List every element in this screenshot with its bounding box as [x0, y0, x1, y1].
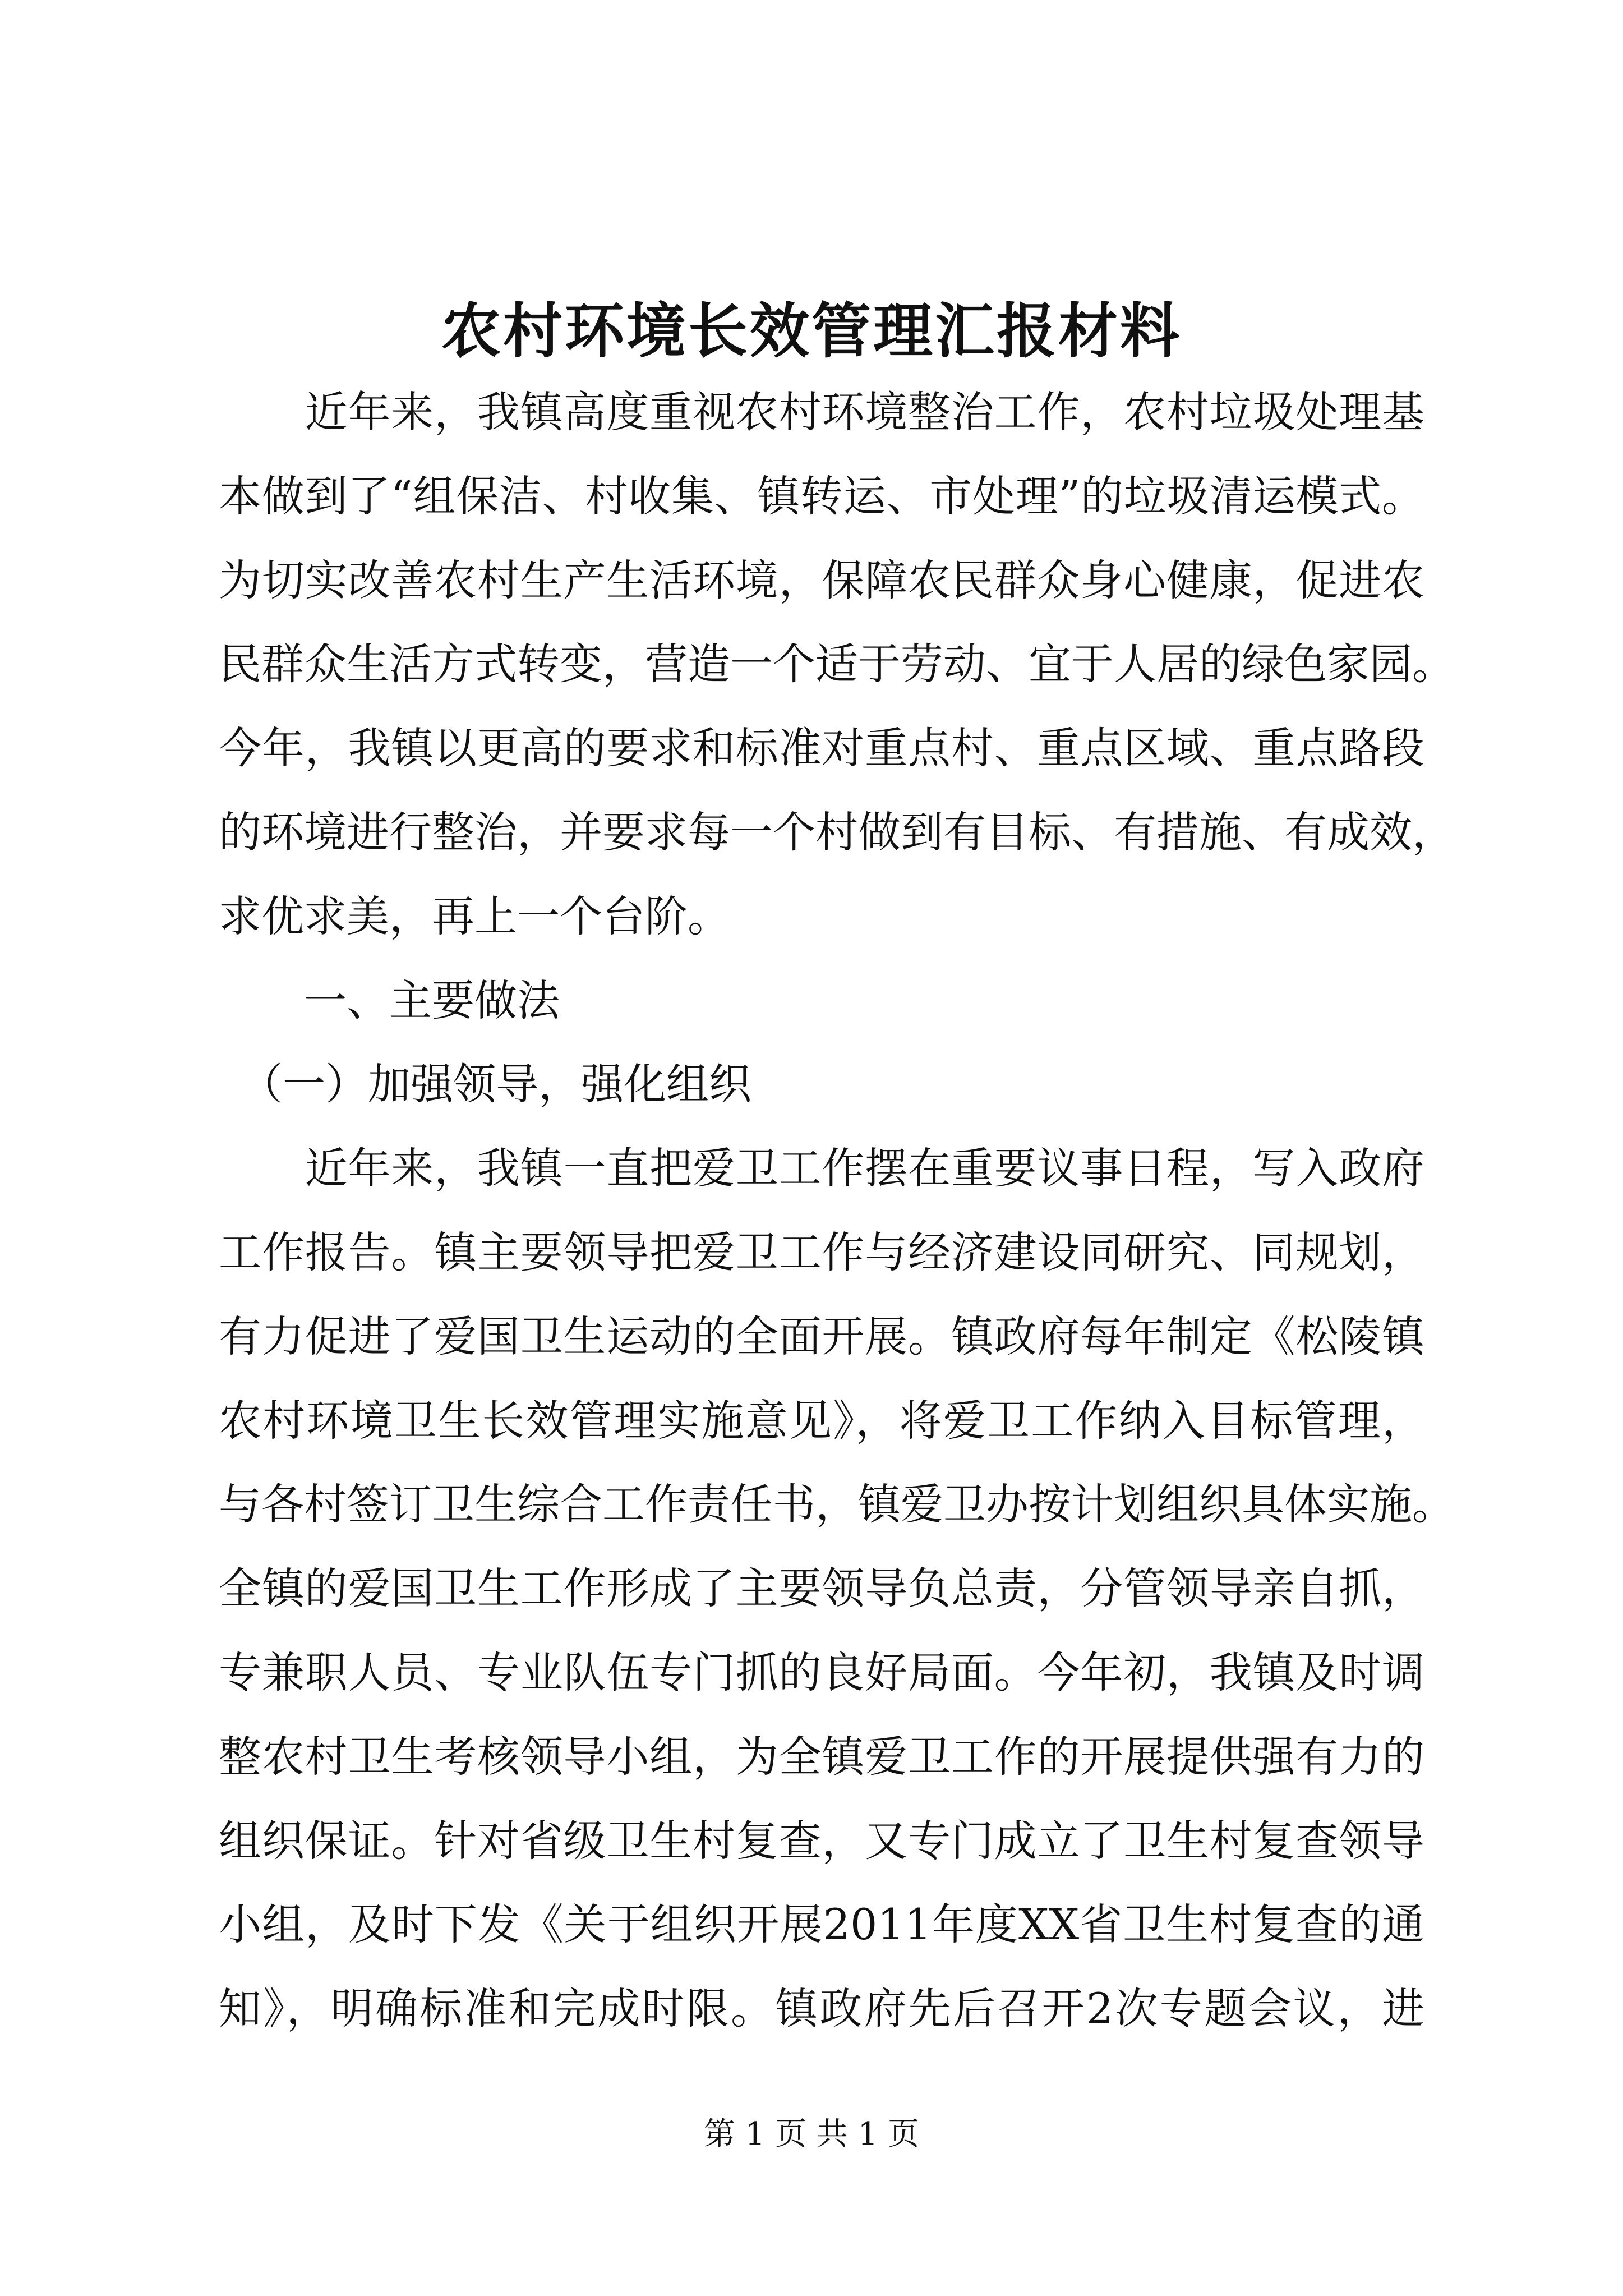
body-line: 有力促进了爱国卫生运动的全面开展。镇政府每年制定《松陵镇 [219, 1311, 1424, 1361]
page-footer: 第 1 页 共 1 页 [703, 2116, 920, 2152]
body-line: 近年来，我镇一直把爱卫工作摆在重要议事日程，写入政府 [219, 1143, 1424, 1194]
body-line: 专兼职人员、专业队伍专门抓的良好局面。今年初，我镇及时调 [219, 1647, 1424, 1697]
body-line: 与各村签订卫生综合工作责任书，镇爱卫办按计划组织具体实施。 [219, 1479, 1455, 1530]
body-line: 全镇的爱国卫生工作形成了主要领导负总责，分管领导亲自抓， [219, 1563, 1424, 1614]
body-line: 农村环境卫生长效管理实施意见》，将爱卫工作纳入目标管理， [219, 1395, 1424, 1446]
body-line: 小组，及时下发《关于组织开展2011年度XX省卫生村复查的通 [219, 1899, 1424, 1950]
body-line: 整农村卫生考核领导小组，为全镇爱卫工作的开展提供强有力的 [219, 1731, 1424, 1782]
document-title: 农村环境长效管理汇报材料 [441, 296, 1182, 366]
body-line: 知》，明确标准和完成时限。镇政府先后召开2次专题会议，进 [219, 1984, 1424, 2034]
body-line: 的环境进行整治，并要求每一个村做到有目标、有措施、有成效， [219, 807, 1455, 857]
subsection-heading: （一）加强领导，强化组织 [219, 1059, 751, 1110]
body-line: 近年来，我镇高度重视农村环境整治工作，农村垃圾处理基 [219, 387, 1424, 437]
body-line: 今年，我镇以更高的要求和标准对重点村、重点区域、重点路段 [219, 723, 1424, 774]
body-line: 工作报告。镇主要领导把爱卫工作与经济建设同研究、同规划， [219, 1227, 1424, 1277]
body-line: 为切实改善农村生产生活环境，保障农民群众身心健康，促进农 [219, 555, 1424, 605]
document-body [219, 370, 1455, 2051]
section-heading: 一、主要做法 [219, 975, 560, 1025]
body-line: 本做到了“组保洁、村收集、镇转运、市处理”的垃圾清运模式。 [219, 471, 1424, 521]
body-line: 求优求美，再上一个台阶。 [219, 891, 730, 941]
body-line: 组织保证。针对省级卫生村复查，又专门成立了卫生村复查领导 [219, 1815, 1424, 1866]
body-line: 民群众生活方式转变，营造一个适于劳动、宜于人居的绿色家园。 [219, 639, 1455, 689]
